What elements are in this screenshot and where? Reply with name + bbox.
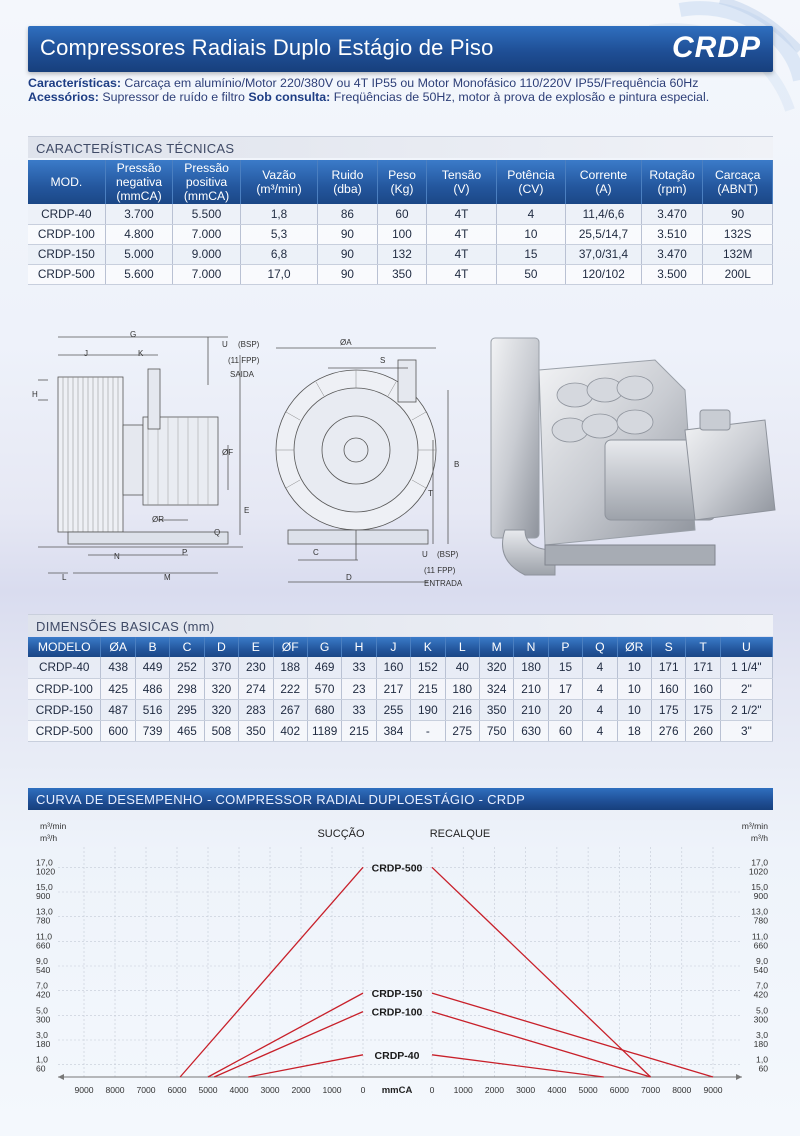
table-cell: 3.700 <box>105 204 173 224</box>
x-tick-label: 6000 <box>167 1085 187 1095</box>
dims-header-cell: P <box>548 637 582 657</box>
table-cell: 274 <box>239 678 273 699</box>
x-tick-label: 7000 <box>136 1085 156 1095</box>
table-cell: 2 1/2" <box>720 699 772 720</box>
table-cell: 6,8 <box>240 244 317 264</box>
table-cell: 5.000 <box>105 244 173 264</box>
tech-header-cell: Tensão (V) <box>427 160 496 204</box>
characteristics-text: Carcaça em alumínio/Motor 220/380V ou 4T IP55 ou Motor Monofásico 110/220V IP55/Frequência 60Hz <box>120 76 699 90</box>
dim-label-u-front: U <box>422 550 428 559</box>
table-row <box>28 657 773 678</box>
table-cell: 210 <box>514 699 548 720</box>
dims-header-cell: L <box>445 637 479 657</box>
y-tick-label-m3h: 300 <box>753 1014 768 1025</box>
dims-header-cell: MODELO <box>28 637 101 657</box>
dim-label-l: L <box>62 573 67 582</box>
table-cell: CRDP-150 <box>28 699 101 720</box>
table-cell: 4T <box>427 264 496 284</box>
dim-label-bsp-side: (BSP) <box>238 340 260 349</box>
y-tick-label-m3min: 9,0 <box>36 956 48 966</box>
y-tick-label-m3min: 15,0 <box>36 882 53 892</box>
table-cell: 190 <box>411 699 445 720</box>
table-cell: - <box>411 720 445 741</box>
table-row <box>28 699 773 720</box>
dim-label-q: Q <box>214 528 221 537</box>
dim-label-e: E <box>244 506 250 515</box>
dim-label-p: P <box>182 548 188 557</box>
series-line-suction <box>180 867 363 1077</box>
table-cell: 5.500 <box>173 204 241 224</box>
table-cell: 86 <box>318 204 377 224</box>
x-tick-label: 8000 <box>672 1085 692 1095</box>
y-tick-label-m3h: 540 <box>36 965 51 975</box>
tech-header-cell: Ruido (dba) <box>318 160 377 204</box>
table-cell: 215 <box>411 678 445 699</box>
dims-header-cell: S <box>651 637 685 657</box>
dims-header-cell: M <box>479 637 513 657</box>
table-cell: 350 <box>239 720 273 741</box>
series-label: CRDP-40 <box>374 1049 420 1062</box>
y-tick-label-m3h: 780 <box>36 915 51 926</box>
y-axis-label-bottom: m³/h <box>750 833 768 843</box>
table-cell: 320 <box>204 678 238 699</box>
table-cell: 384 <box>376 720 410 741</box>
table-cell: 276 <box>651 720 685 741</box>
y-tick-label-m3min: 13,0 <box>36 906 53 917</box>
tech-header-cell: Carcaça (ABNT) <box>703 160 773 204</box>
table-cell: 7.000 <box>173 224 241 244</box>
table-cell: 295 <box>170 699 204 720</box>
y-tick-label-m3h: 60 <box>758 1063 768 1074</box>
table-cell: 210 <box>514 678 548 699</box>
table-cell: 216 <box>445 699 479 720</box>
table-cell: 469 <box>307 657 341 678</box>
y-tick-label-m3min: 9,0 <box>756 956 768 966</box>
table-cell: 4 <box>583 699 617 720</box>
tech-header-cell: Pressão positiva (mmCA) <box>173 160 241 204</box>
table-cell: 171 <box>651 657 685 678</box>
table-cell: 40 <box>445 657 479 678</box>
x-tick-label: 2000 <box>484 1085 505 1095</box>
tech-table <box>28 160 773 285</box>
table-cell: CRDP-100 <box>28 678 101 699</box>
table-cell: 465 <box>170 720 204 741</box>
dim-label-r: ØR <box>152 515 164 524</box>
y-tick-label-m3h: 180 <box>753 1039 768 1049</box>
dim-label-g: G <box>130 330 137 339</box>
table-cell: CRDP-40 <box>28 204 105 224</box>
y-tick-label-m3min: 7,0 <box>756 980 768 991</box>
dim-label-fpp-side: (11 FPP) <box>228 356 260 365</box>
tech-header-cell: Corrente (A) <box>566 160 641 204</box>
y-tick-label-m3min: 11,0 <box>36 931 53 942</box>
y-tick-label-m3min: 11,0 <box>751 931 768 942</box>
table-cell: 600 <box>101 720 135 741</box>
table-cell: 15 <box>496 244 566 264</box>
consult-label: Sob consulta: <box>248 90 331 104</box>
y-tick-label-m3min: 17,0 <box>751 857 768 868</box>
table-cell: 23 <box>342 678 376 699</box>
y-tick-label-m3h: 660 <box>36 940 51 951</box>
x-tick-label: 1000 <box>453 1085 473 1095</box>
dims-header-cell: H <box>342 637 376 657</box>
x-tick-label: 4000 <box>229 1085 249 1095</box>
table-cell: 18 <box>617 720 651 741</box>
y-tick-label-m3h: 60 <box>36 1063 46 1074</box>
table-cell: 320 <box>204 699 238 720</box>
table-cell: 739 <box>135 720 169 741</box>
table-cell: CRDP-100 <box>28 224 105 244</box>
dim-label-b: B <box>454 460 460 469</box>
table-cell: CRDP-500 <box>28 720 101 741</box>
y-tick-label-m3min: 7,0 <box>36 980 48 991</box>
table-cell: 3.500 <box>641 264 703 284</box>
table-cell: 2" <box>720 678 772 699</box>
chart-grid <box>58 847 742 1080</box>
y-tick-label-m3min: 17,0 <box>36 857 53 868</box>
y-tick-label-m3h: 780 <box>753 915 768 926</box>
table-cell: 1189 <box>307 720 341 741</box>
table-cell: 9.000 <box>173 244 241 264</box>
y-axis-label-top: m³/min <box>40 821 67 831</box>
series-line-pressure <box>432 867 651 1077</box>
table-cell: 1 1/4" <box>720 657 772 678</box>
table-cell: 132 <box>377 244 427 264</box>
table-cell: 171 <box>686 657 720 678</box>
series-line-suction <box>214 1012 363 1077</box>
table-cell: 3.470 <box>641 244 703 264</box>
table-cell: 3.510 <box>641 224 703 244</box>
dims-header-cell: C <box>170 637 204 657</box>
dim-label-m: M <box>164 573 171 582</box>
table-row <box>28 264 773 284</box>
accessories-line <box>28 90 709 104</box>
table-cell: 90 <box>318 244 377 264</box>
table-cell: 175 <box>686 699 720 720</box>
x-axis-label: mmCA <box>381 1085 413 1096</box>
table-row <box>28 678 773 699</box>
table-cell: 449 <box>135 657 169 678</box>
y-tick-label-m3h: 420 <box>36 989 51 1000</box>
dim-label-h: H <box>32 390 38 399</box>
table-cell: 25,5/14,7 <box>566 224 641 244</box>
dims-section-title: DIMENSÕES BASICAS (mm) <box>28 614 773 636</box>
table-cell: 152 <box>411 657 445 678</box>
table-cell: 222 <box>273 678 307 699</box>
table-cell: 60 <box>377 204 427 224</box>
table-cell: 4 <box>583 657 617 678</box>
table-cell: 516 <box>135 699 169 720</box>
dims-header-cell: K <box>411 637 445 657</box>
tech-section-title: CARACTERÍSTICAS TÉCNICAS <box>28 136 773 158</box>
table-cell: 20 <box>548 699 582 720</box>
dim-label-s: S <box>380 356 386 365</box>
dims-header-cell: T <box>686 637 720 657</box>
table-cell: 630 <box>514 720 548 741</box>
table-cell: 570 <box>307 678 341 699</box>
table-cell: CRDP-150 <box>28 244 105 264</box>
table-cell: 160 <box>651 678 685 699</box>
y-axis-label-bottom: m³/h <box>40 833 58 843</box>
dims-header-cell: B <box>135 637 169 657</box>
table-cell: 487 <box>101 699 135 720</box>
table-cell: 160 <box>376 657 410 678</box>
table-cell: 188 <box>273 657 307 678</box>
x-tick-label: 6000 <box>609 1085 629 1095</box>
dim-label-bsp-front: (BSP) <box>437 550 459 559</box>
dim-label-entrada: ENTRADA <box>424 579 463 588</box>
y-tick-label-m3min: 13,0 <box>751 906 768 917</box>
series-line-pressure <box>432 1055 604 1077</box>
y-tick-label-m3min: 1,0 <box>756 1054 768 1065</box>
series-label: CRDP-100 <box>371 1006 423 1019</box>
table-cell: 37,0/31,4 <box>566 244 641 264</box>
dim-label-fpp-front: (11 FPP) <box>424 566 456 575</box>
y-tick-label-m3min: 3,0 <box>756 1030 768 1040</box>
table-row <box>28 720 773 741</box>
tech-header-cell: Potência (CV) <box>496 160 566 204</box>
y-tick-label-m3min: 15,0 <box>751 882 768 892</box>
table-cell: 370 <box>204 657 238 678</box>
table-row <box>28 204 773 224</box>
table-cell: 100 <box>377 224 427 244</box>
table-cell: 90 <box>318 224 377 244</box>
dims-header-cell: J <box>376 637 410 657</box>
table-cell: 1,8 <box>240 204 317 224</box>
table-cell: 90 <box>318 264 377 284</box>
tech-header-cell: Vazão (m³/min) <box>240 160 317 204</box>
x-tick-label: 4000 <box>547 1085 567 1095</box>
suction-label: SUCÇÃO <box>317 828 365 840</box>
dim-label-t: T <box>428 489 433 498</box>
dim-label-a: ØA <box>340 338 352 347</box>
y-tick-label-m3h: 300 <box>36 1014 51 1025</box>
table-cell: 7.000 <box>173 264 241 284</box>
table-cell: 252 <box>170 657 204 678</box>
table-cell: 267 <box>273 699 307 720</box>
dim-label-d: D <box>346 573 352 582</box>
table-cell: 180 <box>514 657 548 678</box>
x-tick-label: 5000 <box>578 1085 598 1095</box>
table-cell: 3" <box>720 720 772 741</box>
dim-label-saida: SAIDA <box>230 370 255 379</box>
table-cell: 17 <box>548 678 582 699</box>
brand-logo: CRDP <box>671 31 761 64</box>
table-cell: 10 <box>496 224 566 244</box>
y-tick-label-m3h: 1020 <box>36 866 56 877</box>
series-line-suction <box>248 1055 363 1077</box>
table-cell: 508 <box>204 720 238 741</box>
y-tick-label-m3h: 1020 <box>748 866 768 877</box>
consult-text: Freqüências de 50Hz, motor à prova de explosão e pintura especial. <box>330 90 710 104</box>
dims-header-cell: D <box>204 637 238 657</box>
y-tick-label-m3min: 5,0 <box>36 1005 48 1016</box>
table-cell: 260 <box>686 720 720 741</box>
table-cell: CRDP-500 <box>28 264 105 284</box>
dims-table <box>28 637 773 742</box>
x-tick-label: 8000 <box>105 1085 125 1095</box>
dims-header-cell: E <box>239 637 273 657</box>
table-row <box>28 224 773 244</box>
table-cell: 486 <box>135 678 169 699</box>
x-tick-label: 3000 <box>260 1085 280 1095</box>
table-cell: 4 <box>496 204 566 224</box>
y-tick-label-m3h: 540 <box>753 965 768 975</box>
table-cell: 402 <box>273 720 307 741</box>
table-cell: 5,3 <box>240 224 317 244</box>
table-cell: 33 <box>342 657 376 678</box>
table-cell: 680 <box>307 699 341 720</box>
table-cell: CRDP-40 <box>28 657 101 678</box>
tech-header-row <box>28 160 773 204</box>
characteristics-line <box>28 76 698 90</box>
table-cell: 283 <box>239 699 273 720</box>
y-axis-label-top: m³/min <box>741 821 768 831</box>
table-cell: 438 <box>101 657 135 678</box>
tech-header-cell: Rotação (rpm) <box>641 160 703 204</box>
dims-header-cell: G <box>307 637 341 657</box>
page-title: Compressores Radiais Duplo Estágio de Piso <box>40 35 494 60</box>
table-cell: 33 <box>342 699 376 720</box>
x-tick-label: 0 <box>429 1085 435 1095</box>
x-tick-label: 9000 <box>703 1085 723 1095</box>
table-cell: 180 <box>445 678 479 699</box>
table-cell: 10 <box>617 699 651 720</box>
table-cell: 175 <box>651 699 685 720</box>
characteristics-label: Características: <box>28 76 121 90</box>
dim-label-u-side: U <box>222 340 228 349</box>
x-tick-label: 9000 <box>74 1085 94 1095</box>
x-tick-label: 1000 <box>322 1085 342 1095</box>
table-cell: 275 <box>445 720 479 741</box>
table-cell: 10 <box>617 657 651 678</box>
table-cell: 324 <box>479 678 513 699</box>
chart-section-title: CURVA DE DESEMPENHO - COMPRESSOR RADIAL DUPLOESTÁGIO - CRDP <box>28 788 773 810</box>
x-tick-label: 5000 <box>198 1085 218 1095</box>
table-cell: 4 <box>583 678 617 699</box>
dim-label-k: K <box>138 349 144 358</box>
table-cell: 230 <box>239 657 273 678</box>
dims-header-cell: ØR <box>617 637 651 657</box>
x-tick-label: 7000 <box>640 1085 661 1095</box>
table-cell: 217 <box>376 678 410 699</box>
series-label: CRDP-500 <box>371 862 423 875</box>
table-cell: 4T <box>427 244 496 264</box>
y-tick-label-m3min: 3,0 <box>36 1030 48 1040</box>
chart-lines <box>180 867 713 1077</box>
dim-label-n: N <box>114 552 120 561</box>
table-row <box>28 244 773 264</box>
table-cell: 215 <box>342 720 376 741</box>
y-tick-label-m3h: 180 <box>36 1039 51 1049</box>
y-tick-label-m3h: 900 <box>753 891 768 901</box>
y-tick-label-m3min: 5,0 <box>756 1005 768 1016</box>
accessories-label: Acessórios: <box>28 90 99 104</box>
x-axis-arrow-right <box>736 1074 742 1080</box>
table-cell: 11,4/6,6 <box>566 204 641 224</box>
header-bar <box>28 26 773 72</box>
table-cell: 15 <box>548 657 582 678</box>
table-cell: 4T <box>427 224 496 244</box>
tech-header-cell: Pressão negativa (mmCA) <box>105 160 173 204</box>
performance-chart <box>0 815 800 1115</box>
table-cell: 4.800 <box>105 224 173 244</box>
table-cell: 4 <box>583 720 617 741</box>
y-tick-label-m3h: 420 <box>753 989 768 1000</box>
table-cell: 17,0 <box>240 264 317 284</box>
dims-header-row <box>28 637 773 657</box>
table-cell: 10 <box>617 678 651 699</box>
y-tick-label-m3h: 900 <box>36 891 51 901</box>
x-axis-arrow-left <box>58 1074 64 1080</box>
dim-label-f: ØF <box>222 448 234 457</box>
chart-labels <box>36 821 768 1096</box>
table-cell: 255 <box>376 699 410 720</box>
table-cell: 298 <box>170 678 204 699</box>
table-cell: 60 <box>548 720 582 741</box>
table-cell: 750 <box>479 720 513 741</box>
tech-header-cell: Peso (Kg) <box>377 160 427 204</box>
table-cell: 350 <box>377 264 427 284</box>
series-line-pressure <box>432 1012 651 1077</box>
x-tick-label: 0 <box>360 1085 366 1095</box>
table-cell: 90 <box>703 204 773 224</box>
tech-header-cell: MOD. <box>28 160 105 204</box>
dims-header-cell: Q <box>583 637 617 657</box>
dims-header-cell: ØF <box>273 637 307 657</box>
dims-header-cell: N <box>514 637 548 657</box>
dim-label-c: C <box>313 548 319 557</box>
dims-header-cell: ØA <box>101 637 135 657</box>
table-cell: 132S <box>703 224 773 244</box>
table-cell: 120/102 <box>566 264 641 284</box>
table-cell: 50 <box>496 264 566 284</box>
table-cell: 200L <box>703 264 773 284</box>
accessories-text: Supressor de ruído e filtro <box>98 90 249 104</box>
x-tick-label: 2000 <box>291 1085 311 1095</box>
table-cell: 132M <box>703 244 773 264</box>
product-photo <box>485 330 785 590</box>
dim-label-j: J <box>84 349 88 358</box>
table-cell: 320 <box>479 657 513 678</box>
table-cell: 425 <box>101 678 135 699</box>
table-cell: 350 <box>479 699 513 720</box>
table-cell: 4T <box>427 204 496 224</box>
y-tick-label-m3min: 1,0 <box>36 1054 48 1065</box>
pressure-label: RECALQUE <box>429 828 491 840</box>
table-cell: 3.470 <box>641 204 703 224</box>
y-tick-label-m3h: 660 <box>753 940 768 951</box>
dims-header-cell: U <box>720 637 772 657</box>
table-cell: 5.600 <box>105 264 173 284</box>
table-cell: 160 <box>686 678 720 699</box>
series-label: CRDP-150 <box>371 988 423 1001</box>
x-tick-label: 3000 <box>516 1085 536 1095</box>
